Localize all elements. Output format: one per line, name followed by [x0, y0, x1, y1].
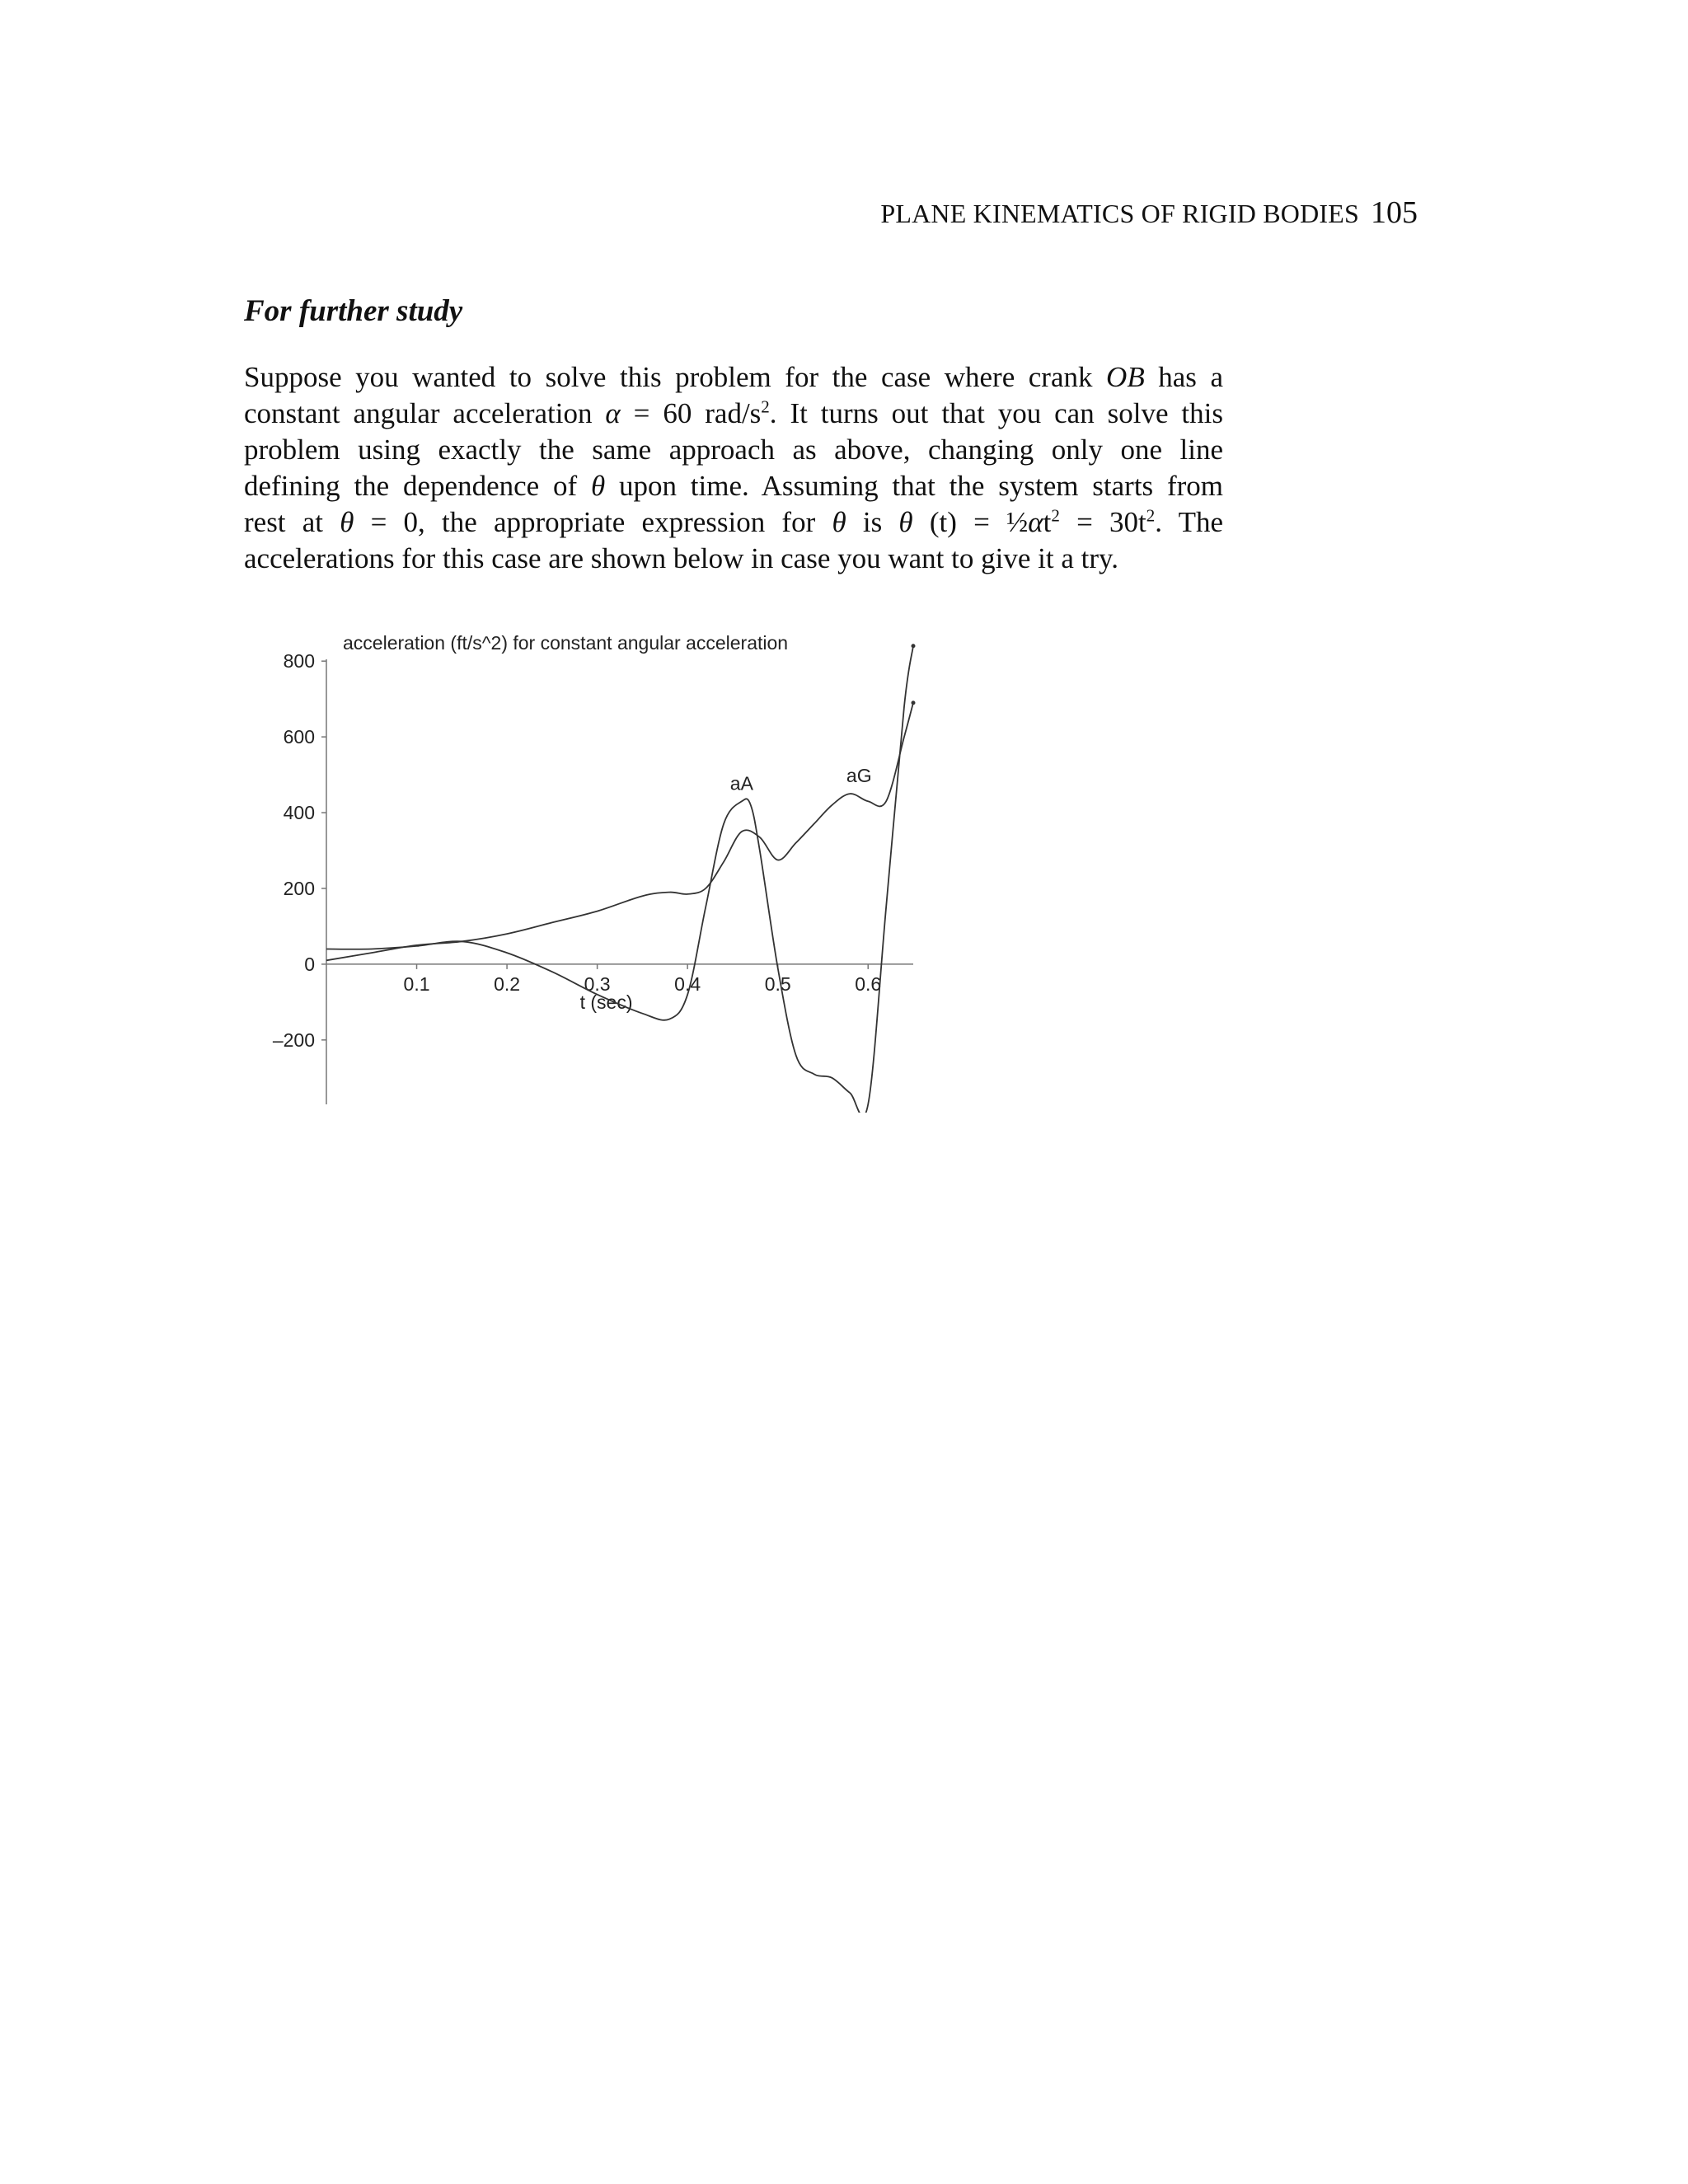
paragraph-line: rest at θ = 0, the appropriate expression for θ is θ $(t) = \frac{1}{2}\alpha t^2 = 30t^2$. The [244, 505, 1223, 538]
series-end-point [912, 701, 916, 705]
paragraph-line: constant angular acceleration α = 60 rad/$s^2$. It turns out that you can solve this [244, 396, 1223, 429]
body-paragraph [244, 359, 1223, 577]
y-tick-label: 0 [304, 953, 315, 975]
x-tick-label: 0.6 [855, 972, 882, 995]
running-title: PLANE KINEMATICS OF RIGID BODIES [880, 199, 1359, 228]
y-tick-label: 200 [283, 877, 315, 899]
series-end-point [912, 644, 916, 648]
series-label: aG [846, 765, 872, 787]
y-tick-label: 400 [283, 802, 315, 824]
x-tick-label: 0.1 [403, 972, 430, 995]
section-heading: For further study [244, 294, 463, 328]
x-axis-label: t (sec) [579, 991, 633, 1013]
y-tick-label: 600 [283, 726, 315, 748]
y-tick-label: 800 [283, 650, 315, 673]
acceleration-chart [244, 618, 936, 1113]
series-line-aA [326, 646, 913, 1113]
paragraph-line: accelerations for this case are shown below in case you want to give it a try. [244, 542, 1118, 574]
paragraph-line: problem using exactly the same approach as above, changing only one line [244, 434, 1223, 466]
page-number: 105 [1371, 195, 1418, 230]
x-tick-label: 0.2 [494, 972, 521, 995]
x-tick-label: 0.4 [674, 972, 701, 995]
x-tick-label: 0.5 [764, 972, 791, 995]
y-tick-label: –200 [272, 1029, 315, 1051]
series-line-aG [326, 703, 913, 961]
x-tick-label: 0.3 [584, 972, 611, 995]
running-header [824, 194, 1418, 236]
paragraph-line: Suppose you wanted to solve this problem for the case where crank OB has a [244, 361, 1223, 393]
paragraph-line: defining the dependence of θ upon time. Assuming that the system starts from [244, 470, 1224, 502]
chart-svg [244, 618, 936, 1113]
series-label: aA [729, 772, 753, 794]
chart-title: acceleration (ft/s^2) for constant angular acceleration [343, 632, 789, 654]
